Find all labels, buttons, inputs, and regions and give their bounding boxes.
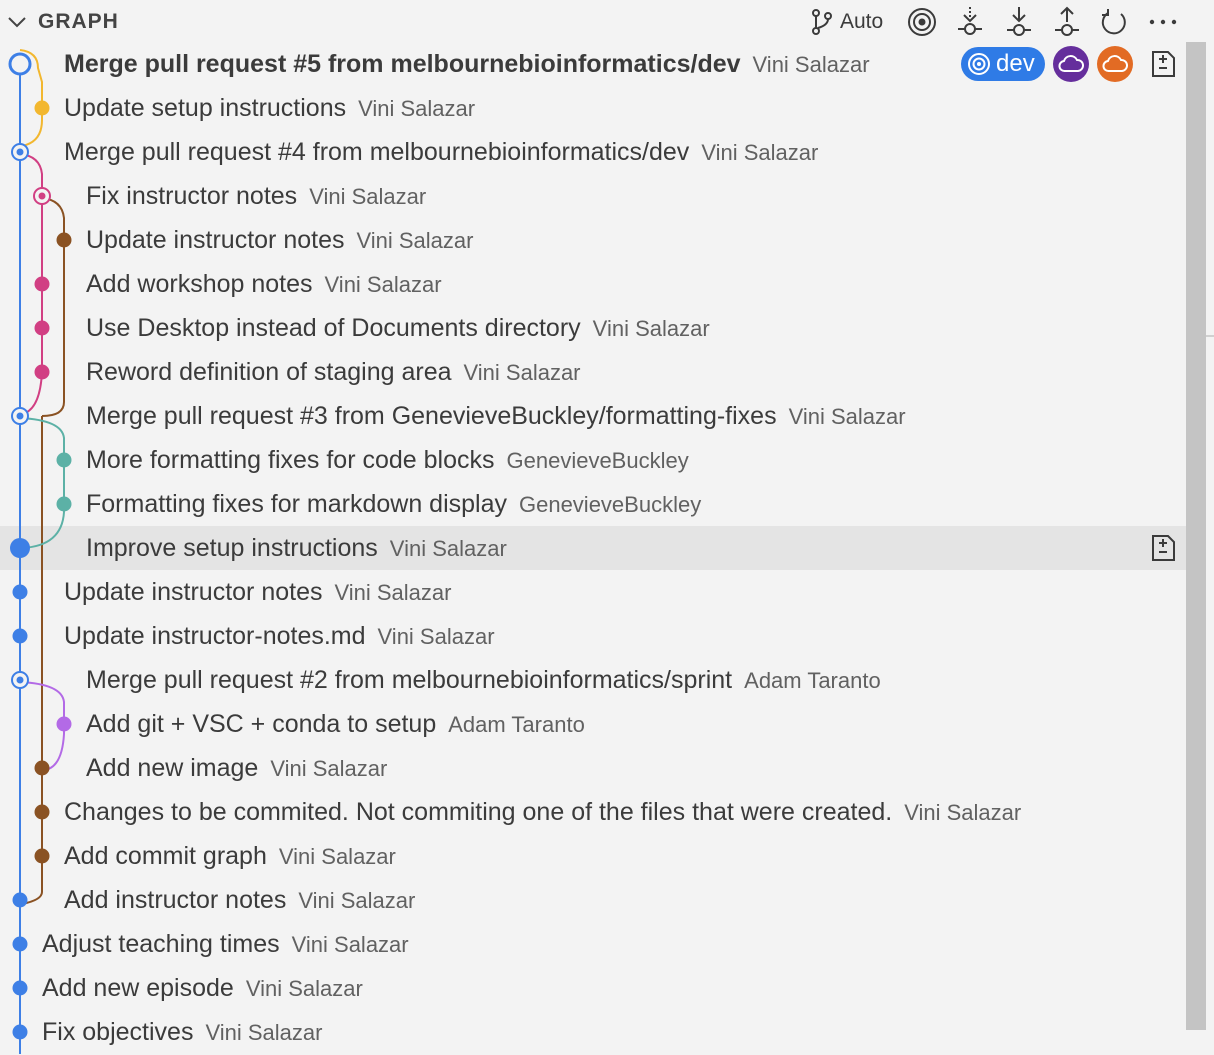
commit-row[interactable] xyxy=(0,174,1186,218)
commit-author: Vini Salazar xyxy=(245,976,363,1001)
commit-author: Vini Salazar xyxy=(278,844,396,869)
ref-badges xyxy=(961,47,1133,81)
commit-text xyxy=(64,130,818,174)
commit-author: Vini Salazar xyxy=(334,580,452,605)
commit-text xyxy=(86,746,387,790)
commit-message: Use Desktop instead of Documents directory xyxy=(86,314,581,342)
commit-text xyxy=(42,922,409,966)
commit-text xyxy=(86,262,442,306)
commit-row[interactable] xyxy=(0,86,1186,130)
commit-author: Vini Salazar xyxy=(463,360,581,385)
commit-text xyxy=(64,790,1021,834)
commit-row[interactable] xyxy=(0,570,1186,614)
commit-row[interactable] xyxy=(0,306,1186,350)
commit-author: Vini Salazar xyxy=(904,800,1022,825)
commit-text xyxy=(86,218,473,262)
commit-text xyxy=(86,526,507,570)
commit-message: Update setup instructions xyxy=(64,94,347,122)
commit-row[interactable] xyxy=(0,878,1186,922)
refresh-button[interactable] xyxy=(1099,4,1129,40)
commit-row[interactable] xyxy=(0,262,1186,306)
commit-message: Add new image xyxy=(86,754,259,782)
commit-row[interactable] xyxy=(0,438,1186,482)
commit-row[interactable] xyxy=(0,614,1186,658)
refresh-icon xyxy=(1099,7,1129,37)
commit-message: Fix instructor notes xyxy=(86,182,298,210)
commit-text xyxy=(42,966,363,1010)
commit-text xyxy=(64,42,870,86)
fetch-button[interactable] xyxy=(956,4,984,40)
commit-message: Add commit graph xyxy=(64,842,267,870)
commit-author: Vini Salazar xyxy=(356,228,474,253)
remote-badge-origin[interactable] xyxy=(1053,46,1089,82)
commit-text xyxy=(86,702,585,746)
target-button[interactable] xyxy=(906,4,938,40)
commit-text xyxy=(86,394,906,438)
commit-author: Adam Taranto xyxy=(448,712,585,737)
commit-author: Vini Salazar xyxy=(298,888,416,913)
auto-branch-button[interactable] xyxy=(810,4,883,40)
commit-author: Adam Taranto xyxy=(744,668,881,693)
commit-message: Merge pull request #4 from melbournebioinformatics/dev xyxy=(64,138,690,166)
commit-text xyxy=(86,658,881,702)
commit-text xyxy=(86,306,710,350)
commit-text xyxy=(42,1010,322,1054)
commit-row[interactable] xyxy=(0,702,1186,746)
commit-row[interactable] xyxy=(0,922,1186,966)
commit-text xyxy=(64,614,495,658)
cloud-icon xyxy=(1058,55,1084,73)
open-changes-button[interactable] xyxy=(1148,49,1178,79)
commit-message: Fix objectives xyxy=(42,1018,194,1046)
commit-message: Formatting fixes for markdown display xyxy=(86,490,507,518)
commit-message: Add instructor notes xyxy=(64,886,287,914)
commit-graph-list xyxy=(0,42,1186,1054)
commit-row[interactable] xyxy=(0,350,1186,394)
commit-message: Add workshop notes xyxy=(86,270,313,298)
branch-badge-dev[interactable] xyxy=(961,47,1045,81)
push-icon xyxy=(1053,5,1081,39)
branch-icon xyxy=(810,8,834,36)
commit-row[interactable] xyxy=(0,746,1186,790)
commit-author: Vini Salazar xyxy=(324,272,442,297)
commit-author: Vini Salazar xyxy=(752,52,870,77)
commit-message: Changes to be commited. Not commiting one of the files that were created. xyxy=(64,798,893,826)
commit-message: Merge pull request #2 from melbournebioinformatics/sprint xyxy=(86,666,733,694)
pull-button[interactable] xyxy=(1005,4,1033,40)
commit-author: Vini Salazar xyxy=(291,932,409,957)
commit-author: Vini Salazar xyxy=(389,536,507,561)
diff-icon xyxy=(1148,49,1178,79)
diff-icon xyxy=(1148,533,1178,563)
commit-message: Merge pull request #3 from GenevieveBuckley/formatting-fixes xyxy=(86,402,777,430)
commit-message: Add git + VSC + conda to setup xyxy=(86,710,437,738)
commit-message: Adjust teaching times xyxy=(42,930,280,958)
commit-author: GenevieveBuckley xyxy=(506,448,689,473)
more-icon xyxy=(1148,17,1178,27)
open-changes-button[interactable] xyxy=(1148,533,1178,563)
remote-badge-upstream[interactable] xyxy=(1097,46,1133,82)
cloud-icon xyxy=(1102,55,1128,73)
commit-row[interactable] xyxy=(0,394,1186,438)
commit-text xyxy=(64,878,415,922)
commit-row[interactable] xyxy=(0,482,1186,526)
target-icon xyxy=(906,6,938,38)
chevron-down-icon[interactable] xyxy=(6,12,28,32)
commit-text xyxy=(64,834,396,878)
commit-text xyxy=(86,438,689,482)
commit-author: Vini Salazar xyxy=(788,404,906,429)
commit-text xyxy=(86,350,581,394)
section-title[interactable]: GRAPH xyxy=(38,10,119,33)
commit-author: Vini Salazar xyxy=(270,756,388,781)
auto-label: Auto xyxy=(840,10,884,33)
commit-message: Update instructor-notes.md xyxy=(64,622,366,650)
commit-author: Vini Salazar xyxy=(358,96,476,121)
push-button[interactable] xyxy=(1053,4,1081,40)
commit-text xyxy=(64,570,451,614)
commit-row[interactable] xyxy=(0,218,1186,262)
commit-author: Vini Salazar xyxy=(309,184,427,209)
commit-message: Merge pull request #5 from melbournebioinformatics/dev xyxy=(64,50,741,78)
commit-row[interactable] xyxy=(0,790,1186,834)
commit-message: Reword definition of staging area xyxy=(86,358,452,386)
commit-row[interactable] xyxy=(0,1010,1186,1054)
commit-author: Vini Salazar xyxy=(592,316,710,341)
commit-author: Vini Salazar xyxy=(205,1020,323,1045)
commit-text xyxy=(86,174,426,218)
commit-row[interactable] xyxy=(0,658,1186,702)
commit-text xyxy=(86,482,701,526)
commit-author: Vini Salazar xyxy=(377,624,495,649)
pull-icon xyxy=(1005,5,1033,39)
commit-row[interactable] xyxy=(0,526,1186,570)
commit-row[interactable] xyxy=(0,834,1186,878)
panel-sash[interactable] xyxy=(1206,335,1214,337)
commit-row[interactable] xyxy=(0,130,1186,174)
commit-message: Add new episode xyxy=(42,974,234,1002)
commit-message: Update instructor notes xyxy=(64,578,323,606)
commit-message: Improve setup instructions xyxy=(86,534,378,562)
commit-message: More formatting fixes for code blocks xyxy=(86,446,495,474)
fetch-icon xyxy=(956,5,984,39)
commit-author: Vini Salazar xyxy=(701,140,819,165)
commit-message: Update instructor notes xyxy=(86,226,345,254)
scrollbar[interactable] xyxy=(1186,42,1206,1030)
commit-text xyxy=(64,86,475,130)
target-icon xyxy=(967,52,991,76)
commit-row[interactable] xyxy=(0,966,1186,1010)
more-actions-button[interactable] xyxy=(1148,4,1178,40)
branch-badge-label: dev xyxy=(996,50,1035,77)
graph-header xyxy=(0,0,1214,44)
commit-author: GenevieveBuckley xyxy=(518,492,702,517)
commit-row[interactable] xyxy=(0,42,1186,86)
